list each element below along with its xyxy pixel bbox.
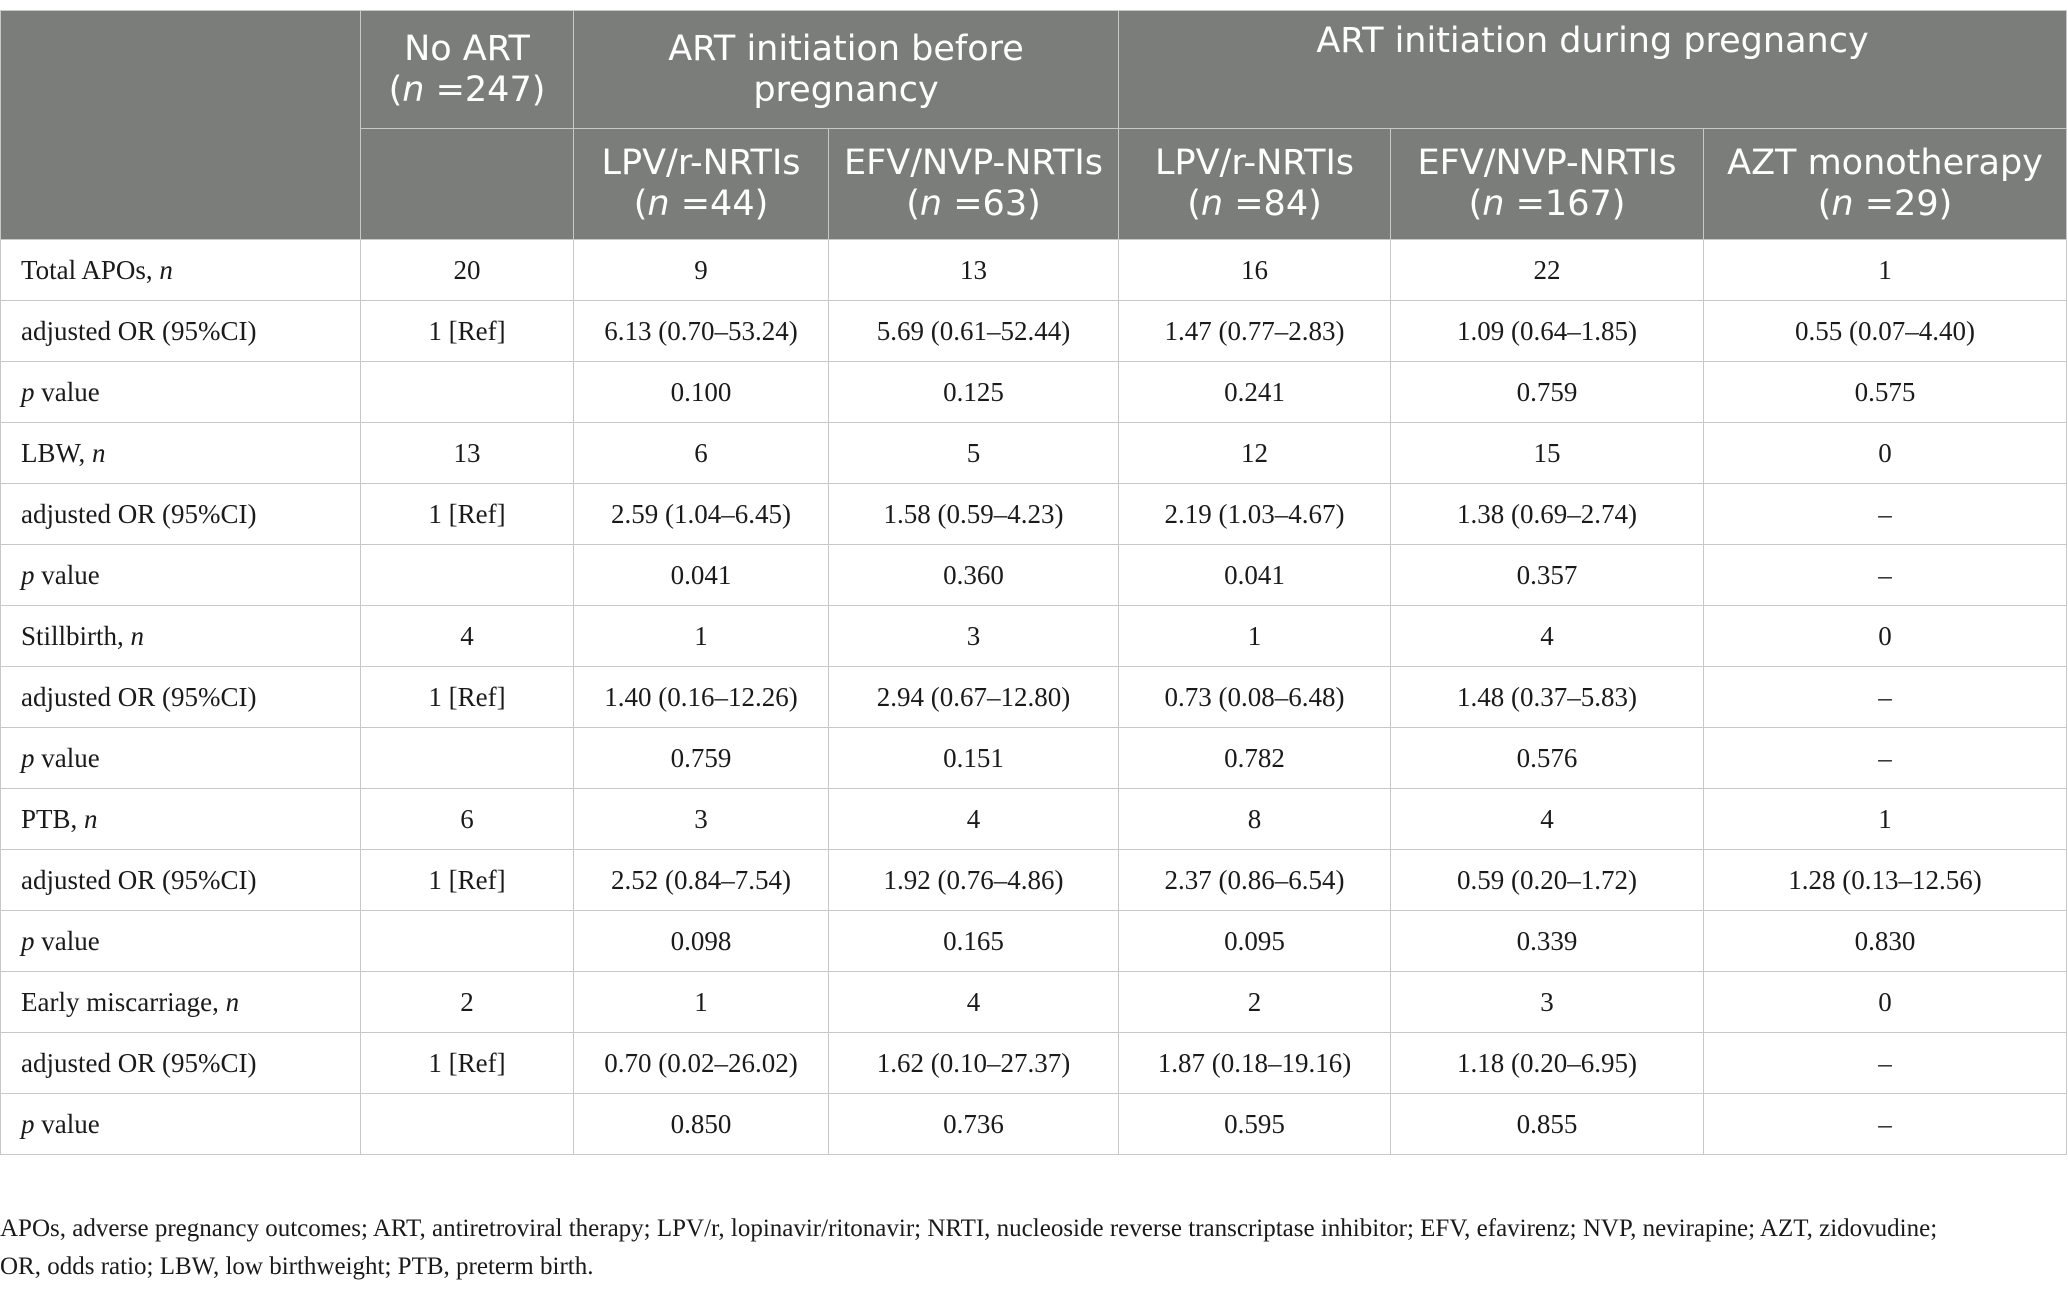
- results-table: [0, 10, 2067, 1155]
- table-cell: 5: [829, 423, 1119, 484]
- table-cell: 1.09 (0.64–1.85): [1391, 301, 1704, 362]
- header-group-during-pregnancy: ART initiation during pregnancy: [1119, 11, 2067, 129]
- table-cell: 1.38 (0.69–2.74): [1391, 484, 1704, 545]
- table-cell: 0.360: [829, 545, 1119, 606]
- table-cell: –: [1704, 728, 2067, 789]
- header-before-efv: EFV/NVP-NRTIs (n =63): [829, 129, 1119, 240]
- row-label: p value: [1, 545, 361, 606]
- table-cell: 4: [361, 606, 574, 667]
- table-cell: 0.73 (0.08–6.48): [1119, 667, 1391, 728]
- table-cell: 1: [1704, 789, 2067, 850]
- table-cell: 2: [361, 972, 574, 1033]
- table-cell: 0.576: [1391, 728, 1704, 789]
- table-cell: 2.19 (1.03–4.67): [1119, 484, 1391, 545]
- table-row: [1, 1033, 2067, 1094]
- header-blank-cell: [1, 11, 361, 240]
- table-cell: 0.855: [1391, 1094, 1704, 1155]
- table-cell: 2.37 (0.86–6.54): [1119, 850, 1391, 911]
- table-cell: 1.87 (0.18–19.16): [1119, 1033, 1391, 1094]
- table-cell: 4: [829, 972, 1119, 1033]
- table-cell: [361, 1094, 574, 1155]
- table-cell: 1: [1704, 240, 2067, 301]
- table-cell: –: [1704, 484, 2067, 545]
- table-cell: 0.339: [1391, 911, 1704, 972]
- table-cell: 0.151: [829, 728, 1119, 789]
- table-row: [1, 484, 2067, 545]
- table-footnote: APOs, adverse pregnancy outcomes; ART, antiretroviral therapy; LPV/r, lopinavir/ritonavir; NRTI, nucleoside reverse transcriptase inhibitor; EFV, efavirenz; NVP, nevirapine; AZT, zidovudine; OR, odds ratio; LBW, low birthweight; PTB, preterm birth.: [0, 1215, 1938, 1280]
- table-cell: 1.92 (0.76–4.86): [829, 850, 1119, 911]
- table-cell: 22: [1391, 240, 1704, 301]
- results-table-container: [0, 10, 2066, 1155]
- header-group-before-pregnancy: ART initiation before pregnancy: [574, 11, 1119, 129]
- table-cell: 0.098: [574, 911, 829, 972]
- table-body: [1, 240, 2067, 1155]
- row-label: p value: [1, 1094, 361, 1155]
- row-label: LBW, n: [1, 423, 361, 484]
- table-cell: 6: [361, 789, 574, 850]
- header-during-efv: EFV/NVP-NRTIs (n =167): [1391, 129, 1704, 240]
- row-label: adjusted OR (95%CI): [1, 850, 361, 911]
- table-cell: 2.59 (1.04–6.45): [574, 484, 829, 545]
- table-cell: 0.095: [1119, 911, 1391, 972]
- table-row: [1, 545, 2067, 606]
- table-cell: 0.759: [1391, 362, 1704, 423]
- row-label: adjusted OR (95%CI): [1, 1033, 361, 1094]
- table-cell: 3: [574, 789, 829, 850]
- row-label: adjusted OR (95%CI): [1, 667, 361, 728]
- header-during-azt: AZT monotherapy (n =29): [1704, 129, 2067, 240]
- table-cell: 1: [1119, 606, 1391, 667]
- row-label: p value: [1, 728, 361, 789]
- table-cell: [361, 362, 574, 423]
- table-cell: 0: [1704, 423, 2067, 484]
- table-cell: [361, 545, 574, 606]
- table-cell: 1 [Ref]: [361, 484, 574, 545]
- row-label: p value: [1, 911, 361, 972]
- table-cell: 16: [1119, 240, 1391, 301]
- row-label: adjusted OR (95%CI): [1, 301, 361, 362]
- table-cell: 0: [1704, 606, 2067, 667]
- table-cell: 2.94 (0.67–12.80): [829, 667, 1119, 728]
- table-cell: 1 [Ref]: [361, 667, 574, 728]
- table-row: [1, 789, 2067, 850]
- row-label: Early miscarriage, n: [1, 972, 361, 1033]
- row-label: adjusted OR (95%CI): [1, 484, 361, 545]
- table-cell: 6.13 (0.70–53.24): [574, 301, 829, 362]
- row-label: PTB, n: [1, 789, 361, 850]
- table-cell: 4: [829, 789, 1119, 850]
- table-cell: 1 [Ref]: [361, 850, 574, 911]
- table-cell: 4: [1391, 606, 1704, 667]
- table-cell: 0.782: [1119, 728, 1391, 789]
- table-cell: 1 [Ref]: [361, 1033, 574, 1094]
- table-cell: –: [1704, 1094, 2067, 1155]
- table-cell: 1.47 (0.77–2.83): [1119, 301, 1391, 362]
- table-cell: 1.62 (0.10–27.37): [829, 1033, 1119, 1094]
- header-during-lpv: LPV/r-NRTIs (n =84): [1119, 129, 1391, 240]
- table-row: [1, 606, 2067, 667]
- header-no-art: No ART (n =247): [361, 11, 574, 129]
- table-cell: 0.759: [574, 728, 829, 789]
- row-label: p value: [1, 362, 361, 423]
- table-cell: 0.041: [574, 545, 829, 606]
- table-cell: 0.595: [1119, 1094, 1391, 1155]
- table-cell: 0.70 (0.02–26.02): [574, 1033, 829, 1094]
- table-cell: 0.100: [574, 362, 829, 423]
- table-row: [1, 362, 2067, 423]
- table-cell: 0: [1704, 972, 2067, 1033]
- table-cell: 1: [574, 972, 829, 1033]
- table-row: [1, 728, 2067, 789]
- table-cell: 3: [1391, 972, 1704, 1033]
- table-cell: 1.18 (0.20–6.95): [1391, 1033, 1704, 1094]
- table-cell: 0.241: [1119, 362, 1391, 423]
- table-cell: 9: [574, 240, 829, 301]
- row-label: Stillbirth, n: [1, 606, 361, 667]
- table-cell: 20: [361, 240, 574, 301]
- table-cell: 1.40 (0.16–12.26): [574, 667, 829, 728]
- table-row: [1, 911, 2067, 972]
- table-cell: –: [1704, 545, 2067, 606]
- table-cell: 8: [1119, 789, 1391, 850]
- table-row: [1, 240, 2067, 301]
- table-cell: –: [1704, 1033, 2067, 1094]
- table-cell: 0.575: [1704, 362, 2067, 423]
- table-cell: 0.850: [574, 1094, 829, 1155]
- table-cell: 4: [1391, 789, 1704, 850]
- table-row: [1, 972, 2067, 1033]
- header-before-lpv: LPV/r-NRTIs (n =44): [574, 129, 829, 240]
- table-row: [1, 1094, 2067, 1155]
- table-cell: [361, 911, 574, 972]
- table-cell: 1.58 (0.59–4.23): [829, 484, 1119, 545]
- table-row: [1, 423, 2067, 484]
- table-cell: 0.736: [829, 1094, 1119, 1155]
- table-cell: 0.830: [1704, 911, 2067, 972]
- table-row: [1, 667, 2067, 728]
- header-no-art-sub-blank: [361, 129, 574, 240]
- table-cell: 13: [829, 240, 1119, 301]
- table-cell: 6: [574, 423, 829, 484]
- table-cell: –: [1704, 667, 2067, 728]
- table-cell: 2: [1119, 972, 1391, 1033]
- table-cell: 12: [1119, 423, 1391, 484]
- table-cell: 1.48 (0.37–5.83): [1391, 667, 1704, 728]
- table-cell: 3: [829, 606, 1119, 667]
- table-cell: 13: [361, 423, 574, 484]
- table-row: [1, 850, 2067, 911]
- table-cell: 5.69 (0.61–52.44): [829, 301, 1119, 362]
- table-cell: 2.52 (0.84–7.54): [574, 850, 829, 911]
- table-cell: 1 [Ref]: [361, 301, 574, 362]
- table-row: [1, 301, 2067, 362]
- row-label: Total APOs, n: [1, 240, 361, 301]
- table-cell: [361, 728, 574, 789]
- table-header: [1, 11, 2067, 240]
- table-cell: 15: [1391, 423, 1704, 484]
- table-cell: 0.55 (0.07–4.40): [1704, 301, 2067, 362]
- table-cell: 0.165: [829, 911, 1119, 972]
- table-cell: 0.125: [829, 362, 1119, 423]
- table-cell: 1: [574, 606, 829, 667]
- table-cell: 0.357: [1391, 545, 1704, 606]
- table-cell: 1.28 (0.13–12.56): [1704, 850, 2067, 911]
- table-cell: 0.59 (0.20–1.72): [1391, 850, 1704, 911]
- table-cell: 0.041: [1119, 545, 1391, 606]
